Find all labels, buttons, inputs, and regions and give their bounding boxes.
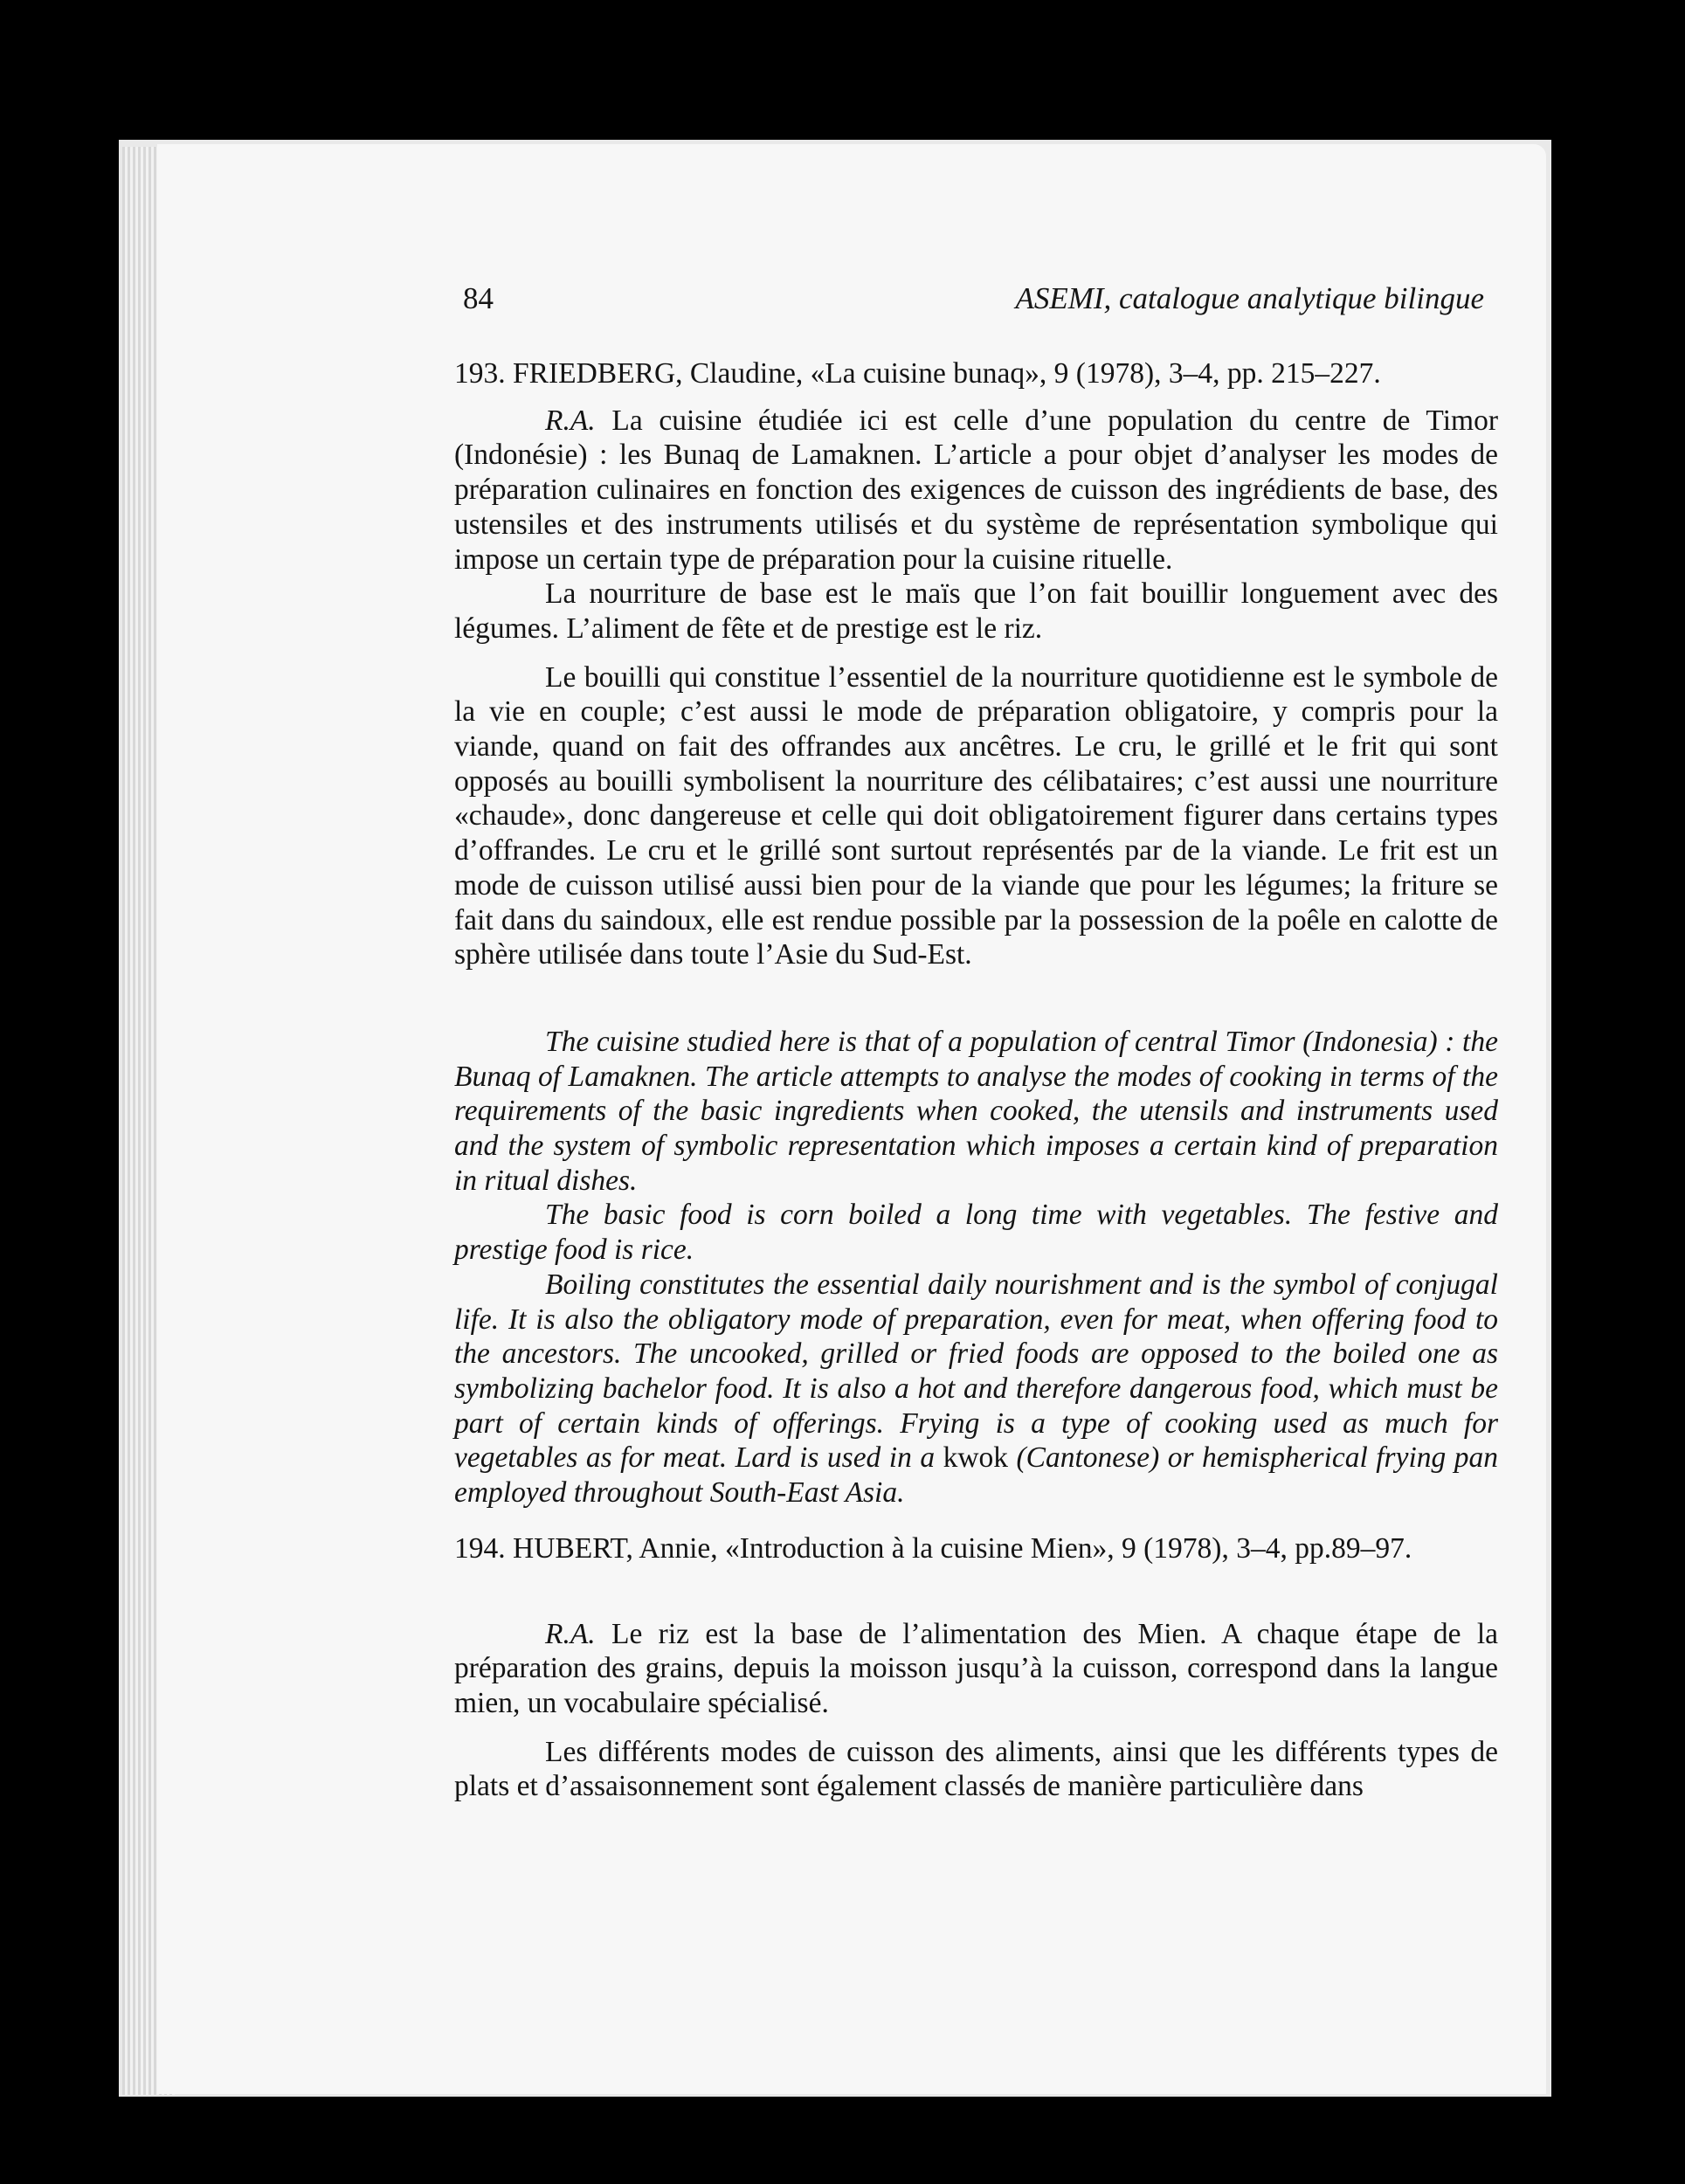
term-kwok: kwok	[943, 1441, 1009, 1475]
page-number: 84	[463, 281, 494, 315]
page-content	[454, 356, 1498, 1804]
entry-194-title: 194. HUBERT, Annie, «Introduction à la cuisine Mien», 9 (1978), 3–4, pp.89–97.	[454, 1531, 1412, 1565]
entry-194-fr-paragraph-1	[454, 1617, 1498, 1721]
ra-label: R.A.	[545, 1617, 596, 1650]
ra-label: R.A.	[545, 404, 596, 437]
paragraph-text: Boiling constitutes the essential daily nourishment and is the symbol of conjugal life. It is also the obligatory mode of preparation, even for meat, when offering food to the ancestors. The uncooked, grilled or fried foods are opposed to the boiled one as symbolizing bachelor food. It is also a hot and therefore dangerous food, which must be part of certain kinds of offerings. Frying is a type of cooking used as much for vegetables as for meat. Lard is used in a	[454, 1268, 1498, 1475]
entry-194-fr-paragraph-2: Les différents modes de cuisson des aliments, ainsi que les différents types de plats et d’assaisonnement sont également classés de manière particulière dans	[454, 1735, 1498, 1803]
paragraph-text: La cuisine étudiée ici est celle d’une population du centre de Timor (Indonésie) : les Bunaq de Lamaknen. L’article a pour objet d’analyser les modes de préparation culinaires en fonction des exigences de cuisson des ingrédients de base, des ustensiles et des instruments utilisés et du système de représentation symbolique qui impose un certain type de préparation pour la cuisine rituelle.	[454, 404, 1498, 576]
paragraph-text-end: (Cantonese) or hemispherical frying pan employed throughout South-East Asia.	[454, 1441, 1499, 1510]
entry-193-en-paragraph-1: The cuisine studied here is that of a population of central Timor (Indonesia) : the Bunaq of Lamaknen. The article attempts to analyse the modes of cooking in terms of the requirements of the basic ingredients when cooked, the utensils and instruments used and the system of symbolic representation which imposes a certain kind of preparation in ritual dishes.	[454, 1025, 1498, 1197]
entry-193-fr-paragraph-2: La nourriture de base est le maïs que l’on fait bouillir longuement avec des légumes. L’aliment de fête et de prestige est le riz.	[454, 577, 1498, 645]
entry-193-title: 193. FRIEDBERG, Claudine, «La cuisine bunaq», 9 (1978), 3–4, pp. 215–227.	[454, 357, 1381, 390]
entry-193-fr-paragraph-1	[454, 404, 1498, 577]
entry-193-fr-paragraph-3: Le bouilli qui constitue l’essentiel de la nourriture quotidienne est le symbole de la vie en couple; c’est aussi le mode de préparation obligatoire, y compris pour la viande, quand on fait des offrandes aux ancêtres. Le cru, le grillé et le frit qui sont opposés au bouilli symbolisent la nourriture des célibataires; c’est aussi une nourriture «chaude», donc dangereuse et celle qui doit obligatoirement figurer dans certains types d’offrandes. Le cru et le grillé sont surtout représentés par de la viande. Le frit est un mode de cuisson utilisé aussi bien pour de la viande que pour les légumes; la friture se fait dans du saindoux, elle est rendue possible par la possession de la poêle en calotte de sphère utilisée dans toute l’Asie du Sud-Est.	[454, 660, 1498, 971]
entry-193-en-paragraph-2: The basic food is corn boiled a long time with vegetables. The festive and prestige food is rice.	[454, 1199, 1498, 1267]
entry-193-en-paragraph-3	[454, 1268, 1498, 1510]
paragraph-text: Le riz est la base de l’alimentation des Mien. A chaque étape de la préparation des grains, depuis la moisson jusqu’à la cuisson, correspond dans la langue mien, un vocabulaire spécialisé.	[454, 1617, 1498, 1719]
running-title: ASEMI, catalogue analytique bilingue	[1015, 281, 1484, 315]
